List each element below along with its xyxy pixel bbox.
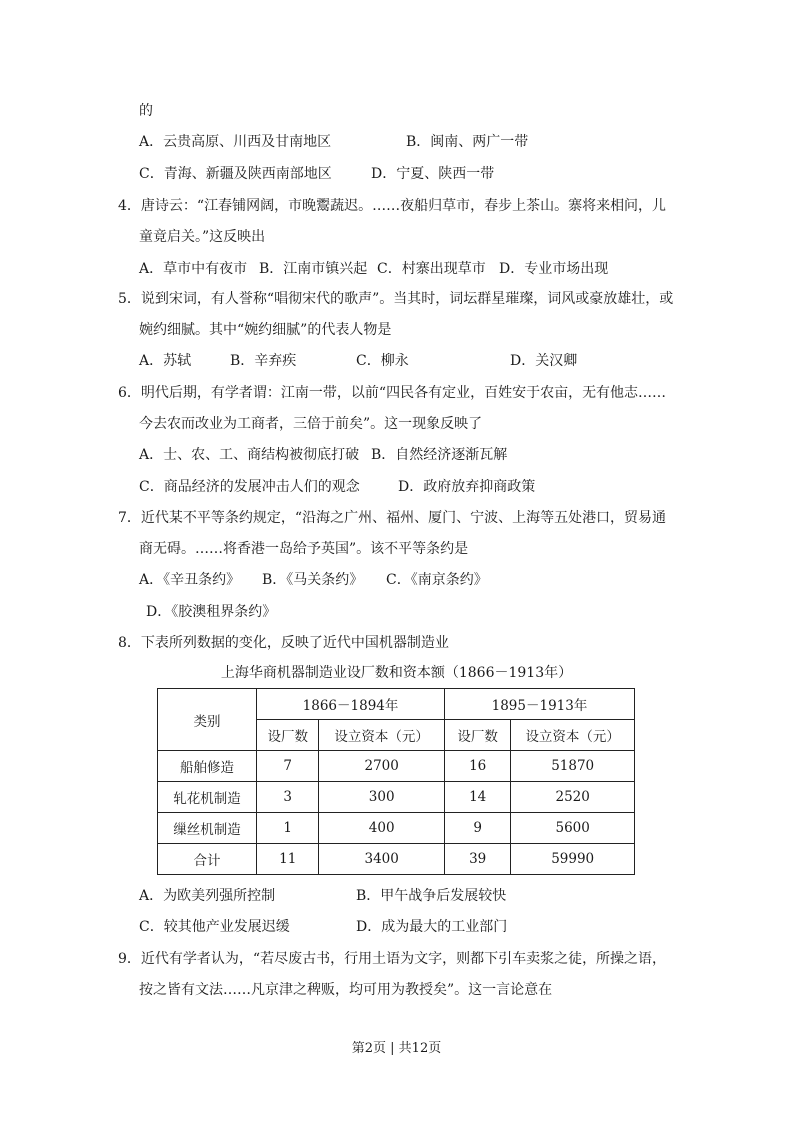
col-capital-1: 设立资本（元） [319,720,445,751]
table-row [158,782,635,813]
question-6-stem-line-2: 今去农而改业为工商者，三倍于前矣”。这一现象反映了 [139,416,483,432]
table-row [158,844,635,875]
q4-option-a[interactable]: A．草市中有夜市 [139,261,248,277]
q5-option-a[interactable]: A．苏轼 [139,353,192,369]
cell-capital-2: 51870 [511,751,635,782]
table-row [158,813,635,844]
question-4-stem-line-1: 4．唐诗云：“江春铺网阔，市晚鬻蔬迟。……夜船归草市，春步上茶山。寨将来相问，儿 [118,198,667,214]
question-9-stem-line-2: 按之皆有文法……凡京津之稗贩，均可用为教授矣”。这一言论意在 [139,982,553,998]
q7-option-a[interactable]: A．《辛丑条约》 [139,572,241,588]
q5-option-c[interactable]: C．柳永 [356,353,409,369]
question-5-stem-line-2: 婉约细腻。其中“婉约细腻”的代表人物是 [139,322,392,338]
q8-option-d[interactable]: D．成为最大的工业部门 [356,919,508,935]
q6-option-c[interactable]: C．商品经济的发展冲击人们的观念 [139,479,360,495]
col-factories-1: 设厂数 [257,720,319,751]
q3-option-d[interactable]: D．宁夏、陕西一带 [371,166,495,182]
cell-capital-2: 2520 [511,782,635,813]
q7-option-b[interactable]: B．《马关条约》 [262,572,364,588]
cell-capital-2: 59990 [511,844,635,875]
col-capital-2: 设立资本（元） [511,720,635,751]
factory-capital-table [157,688,635,875]
cell-capital-2: 5600 [511,813,635,844]
question-4-stem-line-2: 童竟启关。”这反映出 [139,229,266,245]
q4-option-d[interactable]: D．专业市场出现 [499,261,609,277]
q6-option-b[interactable]: B．自然经济逐渐瓦解 [371,447,508,463]
cell-capital-1: 300 [319,782,445,813]
q3-option-c[interactable]: C．青海、新疆及陕西南部地区 [139,166,332,182]
q3-option-b[interactable]: B．闽南、两广一带 [406,134,529,150]
cell-factories-2: 16 [444,751,510,782]
cell-factories-1: 11 [257,844,319,875]
cell-capital-1: 3400 [319,844,445,875]
q8-option-b[interactable]: B．甲午战争后发展较快 [356,888,507,904]
question-7-stem-line-1: 7．近代某不平等条约规定，“沿海之广州、福州、厦门、宁波、上海等五处港口，贸易通 [118,510,667,526]
question-9-stem-line-1: 9．近代有学者认为，“若尽废古书，行用土语为文字，则都下引车卖浆之徒，所操之语， [118,951,667,967]
q6-option-d[interactable]: D．政府放弃抑商政策 [398,479,536,495]
row-label: 轧花机制造 [158,782,257,813]
question-8-stem: 8．下表所列数据的变化，反映了近代中国机器制造业 [118,635,449,651]
cell-factories-2: 39 [444,844,510,875]
q8-option-a[interactable]: A．为欧美列强所控制 [139,888,276,904]
page-footer: 第2页 | 共12页 [351,1041,442,1056]
q7-option-c[interactable]: C．《南京条约》 [386,572,488,588]
category-header: 类别 [158,689,257,751]
q8-option-c[interactable]: C．较其他产业发展迟缓 [139,919,290,935]
table-caption: 上海华商机器制造业设厂数和资本额（1866－1913年） [220,665,573,681]
question-5-stem-line-1: 5．说到宋词，有人誉称“唱彻宋代的歌声”。当其时，词坛群星璀璨，词风或豪放雄壮，或 [118,291,674,307]
cell-capital-1: 400 [319,813,445,844]
q3-option-a[interactable]: A．云贵高原、川西及甘南地区 [139,134,332,150]
cell-capital-1: 2700 [319,751,445,782]
question-6-stem-line-1: 6．明代后期，有学者谓：江南一带，以前“四民各有定业，百姓安于农亩，无有他志…… [118,385,667,401]
row-label: 缫丝机制造 [158,813,257,844]
q5-option-d[interactable]: D．关汉卿 [510,353,578,369]
question-3-continuation: 的 [139,103,153,119]
q4-option-b[interactable]: B．江南市镇兴起 [259,261,368,277]
period-2-header: 1895－1913年 [444,689,634,720]
q6-option-a[interactable]: A．士、农、工、商结构被彻底打破 [139,447,360,463]
cell-factories-1: 7 [257,751,319,782]
period-1-header: 1866－1894年 [257,689,445,720]
table-row [158,751,635,782]
cell-factories-2: 14 [444,782,510,813]
cell-factories-2: 9 [444,813,510,844]
question-7-stem-line-2: 商无碍。……将香港一岛给予英国”。该不平等条约是 [139,541,469,557]
row-label: 船舶修造 [158,751,257,782]
q5-option-b[interactable]: B．辛弃疾 [230,353,297,369]
cell-factories-1: 1 [257,813,319,844]
row-label: 合计 [158,844,257,875]
col-factories-2: 设厂数 [444,720,510,751]
q7-option-d[interactable]: D．《胶澳租界条约》 [146,604,277,620]
cell-factories-1: 3 [257,782,319,813]
q4-option-c[interactable]: C．村寨出现草市 [377,261,486,277]
